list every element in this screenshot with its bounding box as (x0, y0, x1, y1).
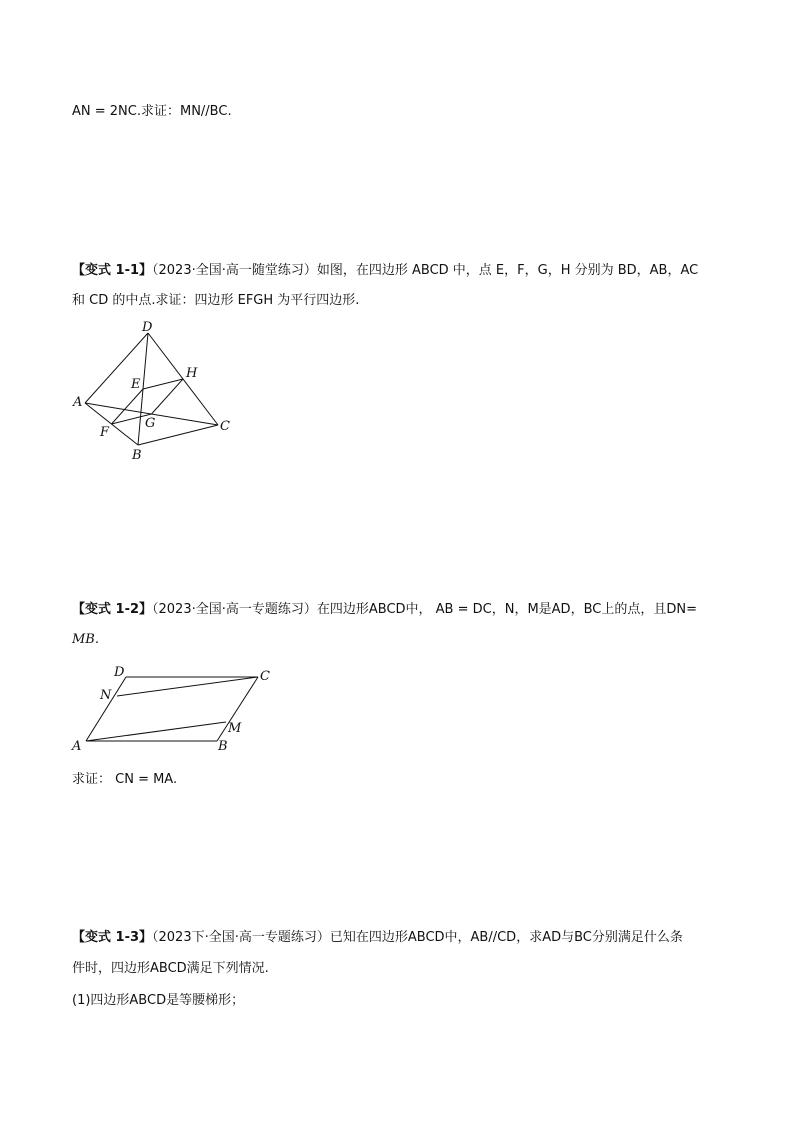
label-G: G (145, 416, 156, 431)
label-C: C (220, 419, 230, 434)
variant-1-2-line2: MB. (72, 632, 99, 647)
variant-1-3-text: （2023下·全国·高一专题练习）已知在四边形ABCD中，AB//CD，求AD与BC分别满足什么条 (152, 930, 683, 945)
figure-quadrilateral-midpoints (70, 318, 240, 468)
label-D: D (114, 665, 125, 680)
variant-1-3-question-1: (1)四边形ABCD是等腰梯形； (72, 993, 245, 1008)
variant-1-1-tag: 【变式 1-1】 (72, 263, 153, 278)
variant-1-1-line1 (72, 262, 698, 280)
variant-1-2-tag: 【变式 1-2】 (72, 602, 153, 617)
label-F: F (100, 425, 110, 440)
variant-1-3-tag: 【变式 1-3】 (72, 930, 153, 945)
variant-1-2-prove: 求证： CN = MA. (72, 772, 178, 787)
label-B: B (132, 448, 142, 463)
variant-1-2-text: （2023·全国·高一专题练习）在四边形ABCD中， AB = DC，N，M是AD，BC上的点，且DN= (152, 602, 697, 617)
segment-FE (112, 389, 144, 424)
label-N: N (100, 688, 112, 703)
label-A: A (72, 739, 82, 754)
label-C: C (260, 669, 270, 684)
variant-1-1-line2: 和 CD 的中点.求证：四边形 EFGH 为平行四边形. (72, 293, 360, 308)
problem-continuation: AN = 2NC.求证：MN//BC. (72, 104, 232, 119)
label-E: E (131, 377, 141, 392)
edge-AD (85, 333, 148, 403)
variant-1-3-line1 (72, 929, 683, 947)
segment-AM (86, 722, 226, 741)
label-B: B (218, 739, 228, 754)
variant-1-2-line1 (72, 601, 697, 619)
label-H: H (186, 366, 198, 381)
segment-HG (152, 379, 184, 414)
label-M: M (228, 721, 242, 736)
edge-DA (86, 677, 126, 741)
variant-1-3-line2: 件时，四边形ABCD满足下列情况. (72, 961, 269, 976)
variant-1-1-text: （2023·全国·高一随堂练习）如图，在四边形 ABCD 中，点 E，F，G，H 分别为 BD，AB，AC (152, 263, 699, 278)
segment-EH (143, 379, 183, 389)
label-D: D (142, 320, 153, 335)
label-A: A (73, 395, 83, 410)
figure-parallelogram (70, 662, 280, 754)
segment-CN (117, 677, 258, 696)
